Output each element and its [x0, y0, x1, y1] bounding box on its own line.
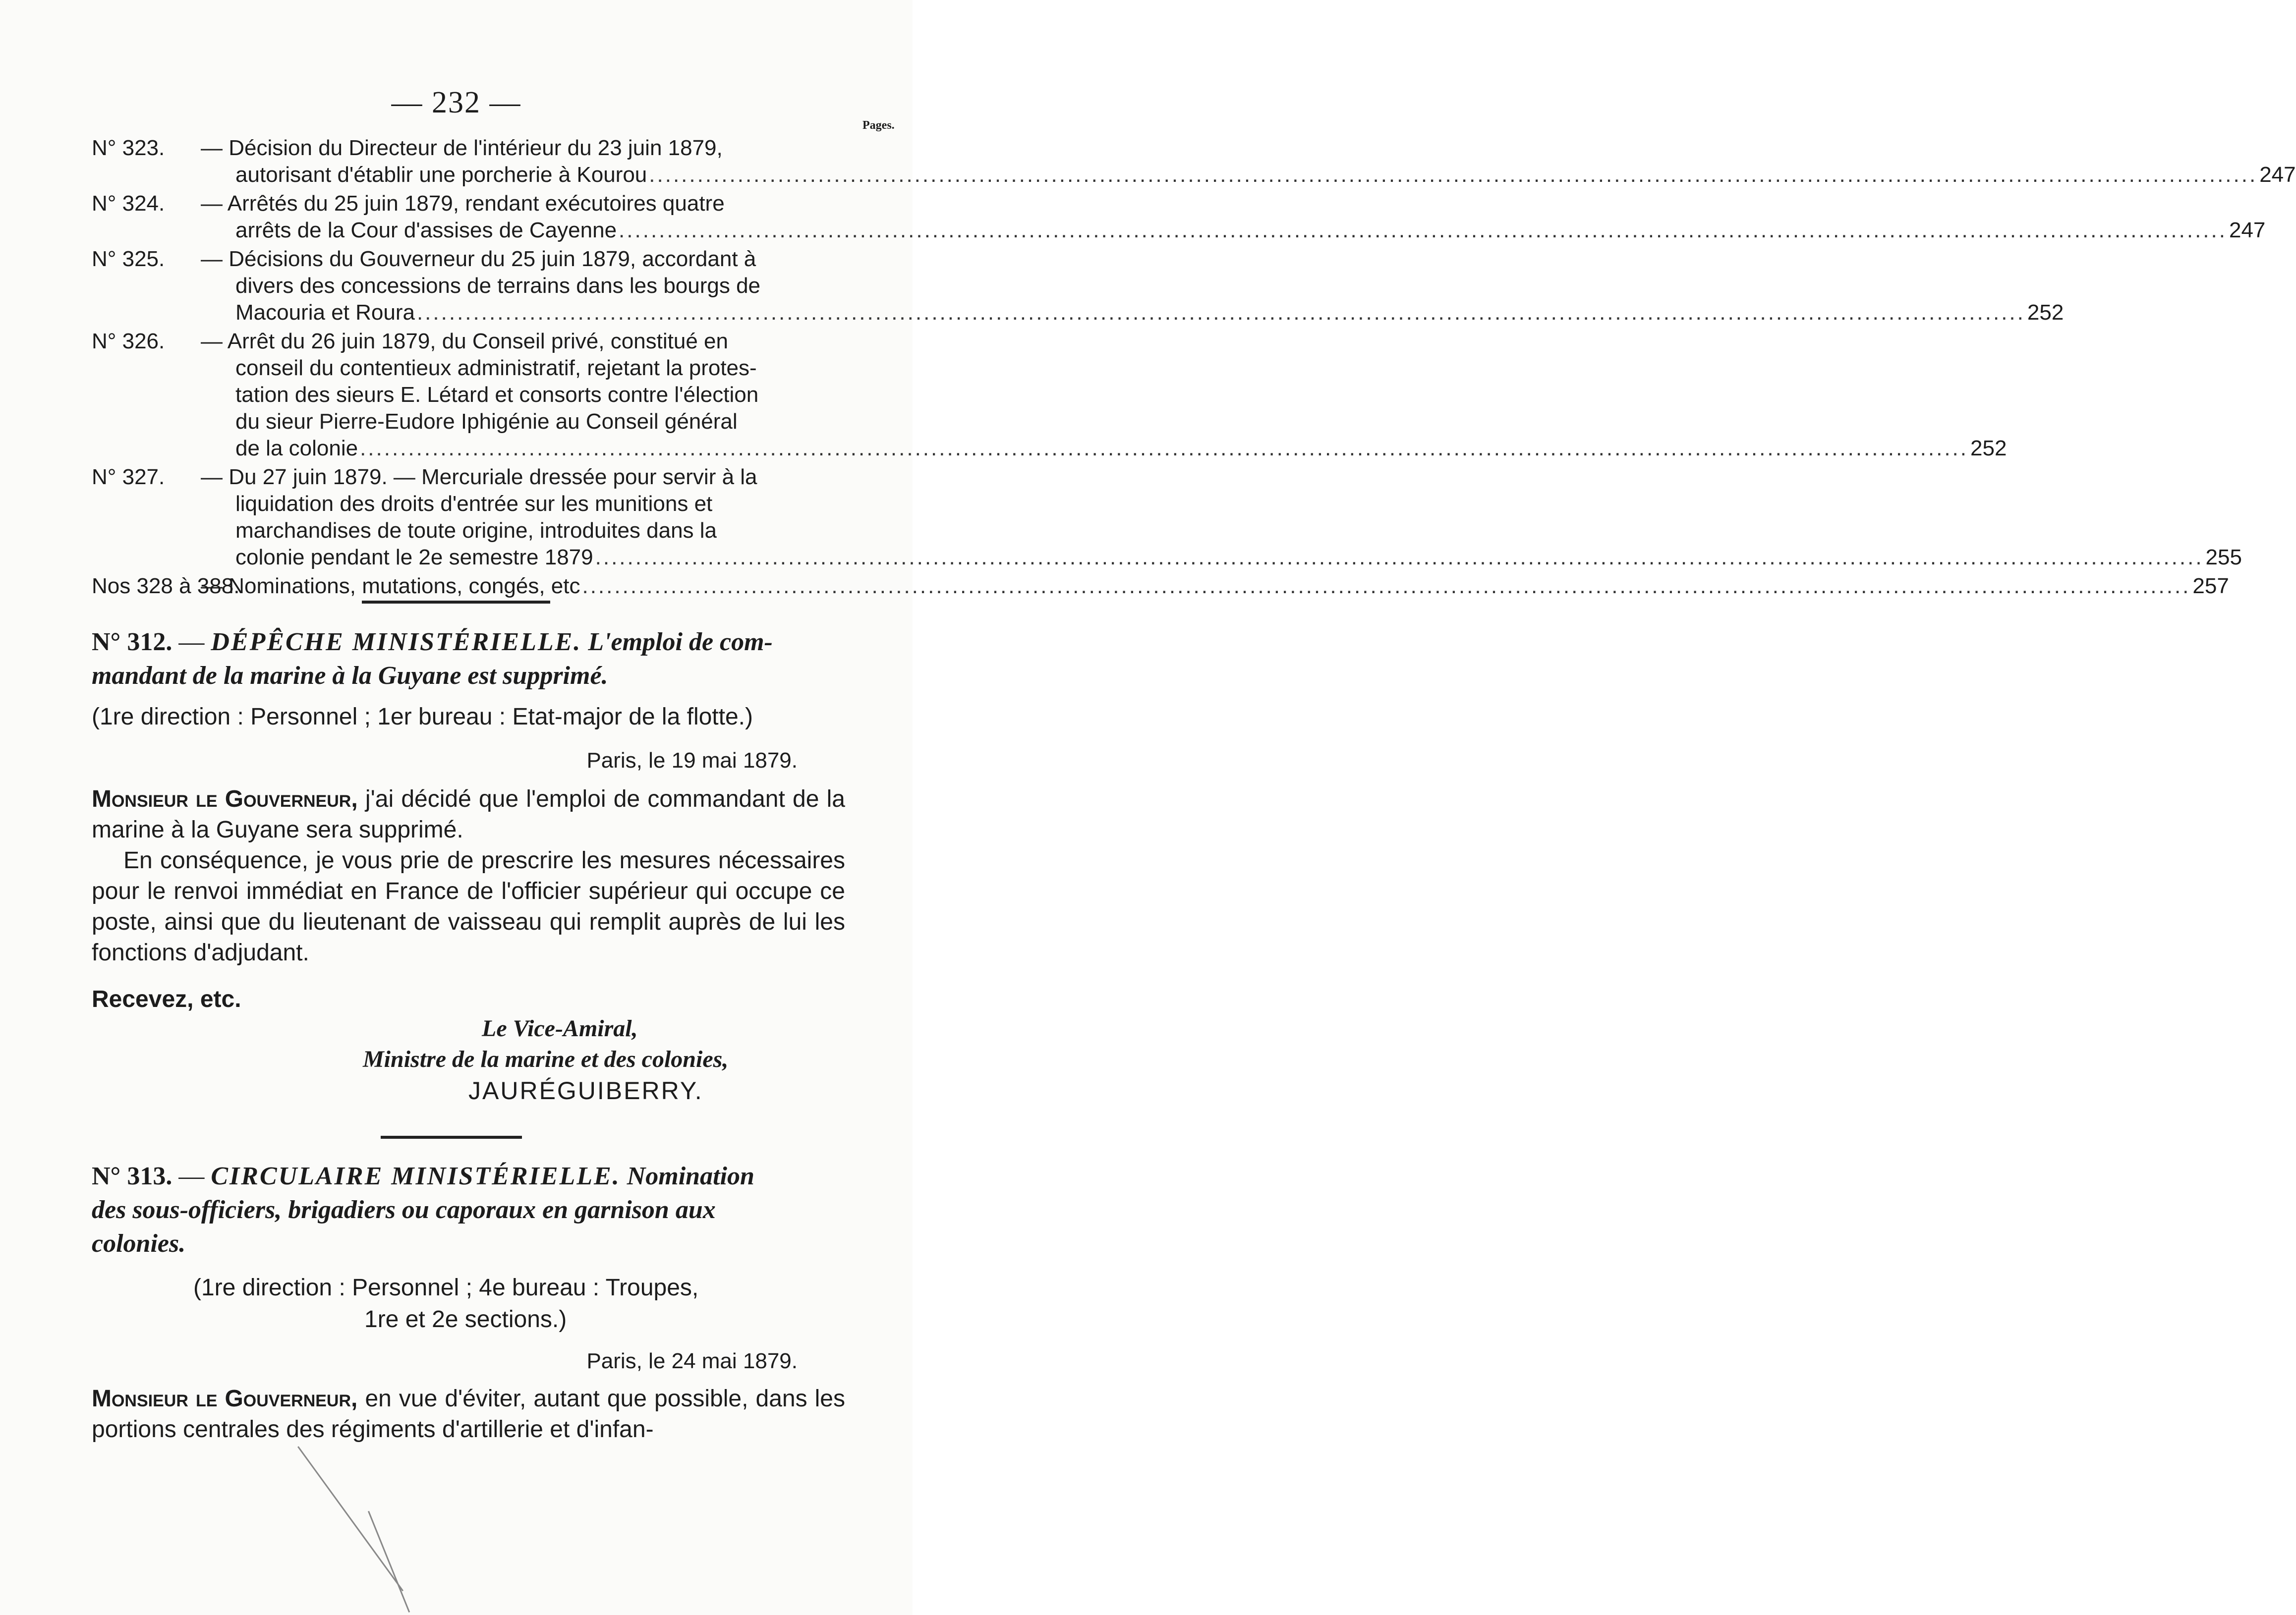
toc-entry-line: [235, 491, 845, 517]
toc-entry-number: N° 326.: [92, 329, 165, 353]
toc-entry-text: conseil du contentieux administratif, rejetant la protes-: [235, 356, 757, 380]
toc-entry-text: — Décision du Directeur de l'intérieur du 23 juin 1879,: [201, 136, 723, 160]
toc-entry-line: [201, 135, 845, 162]
toc-entry-line: [235, 544, 2242, 571]
doc313-p1: en vue d'éviter, autant que possible, dans les portions centrales des régiments d'artillerie et d'infan-: [92, 1386, 846, 1443]
toc-leader-dots: ........................................................................................................................................................................................................: [619, 218, 2227, 242]
doc313-paragraph-1: [92, 1384, 845, 1445]
toc-leader-dots: ........................................................................................................................................................................................................: [649, 163, 2258, 187]
toc-entry-line: [235, 517, 845, 544]
doc312-salutation: Monsieur le Gouverneur,: [92, 786, 358, 812]
toc-entry-line: [235, 355, 845, 382]
toc-leader-dots: ........................................................................................................................................................................................................: [360, 436, 1968, 460]
toc-entry-text: arrêts de la Cour d'assises de Cayenne: [235, 218, 617, 242]
toc-entry-line: [235, 273, 845, 299]
toc-leader-dots: ........................................................................................................................................................................................................: [595, 545, 2204, 569]
page-number: — 232 —: [391, 86, 521, 119]
doc313-direction-a: (1re direction : Personnel ; 4e bureau : Troupes,: [193, 1275, 699, 1301]
separator-rule: [362, 601, 550, 604]
toc-entry-text: — Décisions du Gouverneur du 25 juin 1879, accordant à: [201, 247, 756, 271]
table-of-contents: [92, 135, 2296, 602]
toc-entry-number: N° 327.: [92, 465, 165, 489]
toc-entry-line: [235, 408, 845, 435]
doc312-signature-title: Le Vice-Amiral,: [482, 1015, 638, 1042]
toc-entry-text: — Du 27 juin 1879. — Mercuriale dressée pour servir à la: [201, 465, 757, 489]
doc312-signature-office: Ministre de la marine et des colonies,: [363, 1046, 729, 1072]
toc-entry-number: N° 323.: [92, 136, 165, 160]
doc313-dash: —: [178, 1162, 205, 1190]
toc-page-number: 247: [2259, 163, 2296, 187]
toc-entry: [92, 464, 2242, 571]
doc312-dash: —: [178, 628, 205, 656]
toc-entry-body: [201, 573, 2229, 600]
toc-entry-number: N° 325.: [92, 247, 165, 271]
toc-entry-line: [235, 217, 2266, 244]
toc-page-number: 255: [2205, 545, 2242, 569]
toc-entry-number: N° 324.: [92, 191, 165, 216]
toc-entry-text: — Arrêt du 26 juin 1879, du Conseil privé, constitué en: [201, 329, 728, 353]
toc-entry: [92, 328, 2007, 462]
doc312-signer: JAURÉGUIBERRY.: [468, 1077, 703, 1105]
toc-page-number: 252: [1970, 436, 2007, 460]
toc-entry-text: colonie pendant le 2e semestre 1879: [235, 545, 593, 569]
toc-entry-body: [201, 190, 2266, 244]
doc313-number: N° 313.: [92, 1162, 172, 1190]
toc-entry: [92, 190, 2266, 244]
toc-leader-dots: ........................................................................................................................................................................................................: [582, 574, 2191, 598]
toc-page-number: 257: [2192, 574, 2229, 598]
toc-entry-line: [201, 464, 845, 491]
toc-entry-text: de la colonie: [235, 436, 358, 460]
toc-page-number: 247: [2229, 218, 2266, 242]
pages-column-label: Pages.: [862, 119, 895, 132]
toc-entry-text: liquidation des droits d'entrée sur les munitions et: [235, 492, 713, 516]
doc312-paragraph-2: En conséquence, je vous prie de prescrire les mesures nécessaires pour le renvoi immédiat en France de l'officier supérieur qui occupe ce poste, ainsi que du lieutenant de vaisseau qui remplit auprès de lui les fonctions d'adjudant.: [92, 847, 845, 966]
doc312-paragraph-1: [92, 784, 845, 845]
doc313-subject-b: des sous-officiers, brigadiers ou caporaux en garnison aux: [92, 1196, 716, 1224]
doc313-date: Paris, le 24 mai 1879.: [586, 1349, 798, 1373]
toc-entry-line: [201, 328, 845, 355]
toc-entry-line: [235, 382, 845, 408]
pen-stroke-mark: [297, 1446, 403, 1591]
toc-entry: [92, 246, 2064, 326]
toc-entry-text: divers des concessions de terrains dans les bourgs de: [235, 274, 761, 298]
toc-entry-text: tation des sieurs E. Létard et consorts contre l'élection: [235, 383, 759, 407]
doc312-date: Paris, le 19 mai 1879.: [586, 748, 798, 773]
toc-entry-line: [235, 299, 2064, 326]
doc312-subject-a: L'emploi de com-: [588, 628, 773, 656]
doc312-heading: [92, 625, 845, 693]
toc-entry-text: Macouria et Roura: [235, 300, 415, 325]
doc312-subject-b: mandant de la marine à la Guyane est supprimé.: [92, 662, 608, 690]
toc-entry-line: [235, 162, 2296, 188]
toc-entry-text: marchandises de toute origine, introduites dans la: [235, 518, 717, 543]
toc-entry: [92, 135, 2296, 188]
doc313-direction-b: 1re et 2e sections.): [364, 1306, 567, 1333]
toc-entry-body: [201, 246, 2064, 326]
toc-entry-text: — Nominations, mutations, congés, etc: [201, 574, 580, 598]
doc313-subject-c: colonies.: [92, 1229, 186, 1258]
toc-entry-line: [201, 246, 845, 273]
toc-entry-text: autorisant d'établir une porcherie à Kourou: [235, 163, 647, 187]
doc312-direction: (1re direction : Personnel ; 1er bureau : Etat-major de la flotte.): [92, 704, 753, 730]
toc-leader-dots: ........................................................................................................................................................................................................: [416, 300, 2025, 325]
toc-entry-line: [235, 435, 2007, 462]
toc-entry-text: du sieur Pierre-Eudore Iphigénie au Conseil général: [235, 409, 738, 434]
doc312-number: N° 312.: [92, 628, 172, 656]
doc313-kind: CIRCULAIRE MINISTÉRIELLE.: [211, 1162, 621, 1190]
toc-entry-body: [201, 328, 2007, 462]
doc313-salutation: Monsieur le Gouverneur,: [92, 1386, 358, 1412]
separator-rule-2: [381, 1136, 522, 1139]
pen-stroke-mark-2: [368, 1511, 410, 1613]
toc-entry-body: [201, 464, 2242, 571]
toc-entry: [92, 573, 2229, 600]
toc-entry-line: [201, 190, 845, 217]
doc313-heading: [92, 1160, 845, 1261]
toc-page-number: 252: [2027, 300, 2064, 325]
toc-entry-body: [201, 135, 2296, 188]
doc312-p1: j'ai décidé que l'emploi de commandant de la marine à la Guyane sera supprimé.: [92, 786, 845, 843]
toc-entry-line: [201, 573, 2229, 600]
doc312-paragraph-3: Recevez, etc.: [92, 986, 241, 1012]
toc-entry-number: Nos 328 à 388.: [92, 574, 240, 598]
doc312-kind: DÉPÊCHE MINISTÉRIELLE.: [211, 628, 582, 656]
toc-entry-text: — Arrêtés du 25 juin 1879, rendant exécutoires quatre: [201, 191, 725, 216]
doc313-subject-a: Nomination: [627, 1162, 754, 1190]
